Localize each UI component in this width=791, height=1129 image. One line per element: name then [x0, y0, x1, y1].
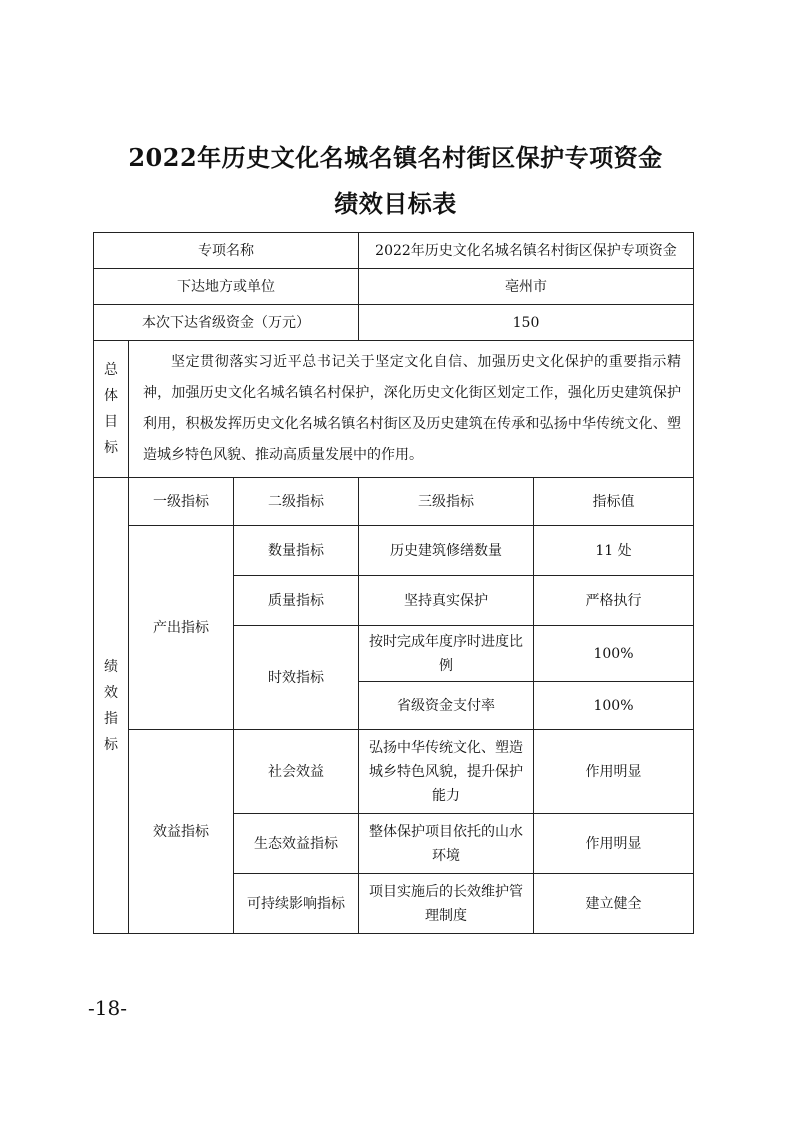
value-cell: 100% [534, 626, 694, 682]
value-cell: 严格执行 [534, 576, 694, 626]
level2-cell: 生态效益指标 [234, 814, 359, 874]
value-cell: 100% [534, 682, 694, 730]
level2-cell: 可持续影响指标 [234, 874, 359, 934]
level2-cell: 质量指标 [234, 576, 359, 626]
level3-cell: 项目实施后的长效维护管理制度 [359, 874, 534, 934]
document-subtitle: 绩效目标表 [334, 189, 457, 218]
funds-label: 本次下达省级资金（万元） [94, 305, 359, 341]
level3-cell: 历史建筑修缮数量 [359, 526, 534, 576]
document-title: 2022年历史文化名城名镇名村街区保护专项资金 [128, 143, 663, 172]
value-cell: 11 处 [534, 526, 694, 576]
table-row [94, 730, 694, 814]
value-cell: 作用明显 [534, 730, 694, 814]
level2-cell: 数量指标 [234, 526, 359, 576]
level3-cell: 弘扬中华传统文化、塑造城乡特色风貌，提升保护能力 [359, 730, 534, 814]
performance-indicator-label: 绩 效 指 标 [94, 478, 129, 934]
overall-goal-text: 坚定贯彻落实习近平总书记关于坚定文化自信、加强历史文化保护的重要指示精神，加强历史文化名城名镇名村保护，深化历史文化街区划定工作，强化历史建筑保护利用，积极发挥历史文化名城名镇名村街区及历史建筑在传承和弘扬中华传统文化、塑造城乡特色风貌、推动高质量发展中的作用。 [129, 341, 694, 478]
project-name-label: 专项名称 [94, 233, 359, 269]
level3-cell: 省级资金支付率 [359, 682, 534, 730]
value-cell: 建立健全 [534, 874, 694, 934]
level3-cell: 整体保护项目依托的山水环境 [359, 814, 534, 874]
row-funds [94, 305, 694, 341]
page-number: -18- [88, 996, 127, 1020]
benefit-indicator-label: 效益指标 [129, 730, 234, 934]
value-cell: 作用明显 [534, 814, 694, 874]
header-level1: 一级指标 [129, 478, 234, 526]
level2-cell: 时效指标 [234, 626, 359, 730]
recipient-value: 亳州市 [359, 269, 694, 305]
funds-value: 150 [359, 305, 694, 341]
recipient-label: 下达地方或单位 [94, 269, 359, 305]
header-level2: 二级指标 [234, 478, 359, 526]
performance-target-table [93, 232, 694, 934]
level2-cell: 社会效益 [234, 730, 359, 814]
header-value: 指标值 [534, 478, 694, 526]
row-indicator-headers [94, 478, 694, 526]
row-recipient [94, 269, 694, 305]
overall-goal-label: 总 体 目 标 [94, 341, 129, 478]
level3-cell: 坚持真实保护 [359, 576, 534, 626]
row-overall-goal [94, 341, 694, 478]
header-level3: 三级指标 [359, 478, 534, 526]
project-name-value: 2022年历史文化名城名镇名村街区保护专项资金 [359, 233, 694, 269]
table-row [94, 526, 694, 576]
output-indicator-label: 产出指标 [129, 526, 234, 730]
level3-cell: 按时完成年度序时进度比例 [359, 626, 534, 682]
row-project-name [94, 233, 694, 269]
